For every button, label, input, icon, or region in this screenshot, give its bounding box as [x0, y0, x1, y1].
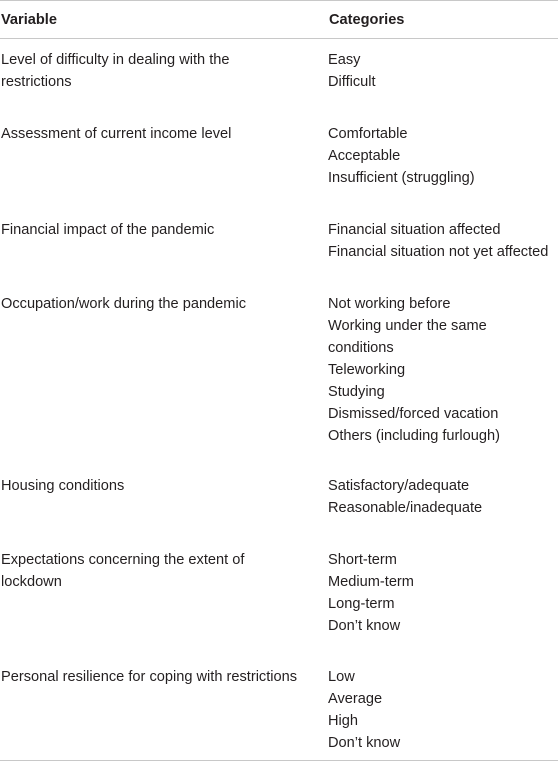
category-item: Acceptable [328, 148, 401, 164]
category-item: Financial situation not yet affected [328, 244, 549, 260]
row-categories [328, 219, 558, 263]
category-item: Dismissed/forced vacation [328, 406, 499, 422]
row-variable: Occupation/work during the pandemic [1, 296, 246, 312]
header-categories: Categories [329, 12, 405, 28]
category-item: Difficult [328, 74, 376, 90]
category-item: Studying [328, 384, 385, 400]
row-categories [328, 293, 558, 447]
category-item: High [328, 713, 359, 729]
row-categories [328, 666, 558, 754]
category-item: Medium-term [328, 574, 414, 590]
table-header [0, 9, 558, 31]
category-item: Don’t know [328, 735, 401, 751]
row-categories [328, 475, 558, 519]
category-item: Low [328, 669, 355, 685]
category-item: Comfortable [328, 126, 408, 142]
category-item: Teleworking [328, 362, 406, 378]
category-item: Easy [328, 52, 361, 68]
row-variable: Expectations concerning the extent of lockdown [1, 552, 245, 590]
category-item: Reasonable/inadequate [328, 500, 483, 516]
table-bottom-rule [0, 760, 558, 761]
row-variable: Level of difficulty in dealing with the restrictions [1, 52, 230, 90]
table-top-rule [0, 0, 558, 1]
category-item: Others (including furlough) [328, 428, 500, 444]
row-categories [328, 123, 558, 189]
category-item: Insufficient (struggling) [328, 170, 475, 186]
category-item: Short-term [328, 552, 397, 568]
category-item: Financial situation affected [328, 222, 501, 238]
row-variable: Financial impact of the pandemic [1, 222, 215, 238]
category-item: Not working before [328, 296, 451, 312]
row-variable: Assessment of current income level [1, 126, 232, 142]
category-item: Don’t know [328, 618, 401, 634]
table-header-rule [0, 38, 558, 39]
category-item: Long-term [328, 596, 395, 612]
header-variable: Variable [1, 12, 57, 28]
category-item: Average [328, 691, 383, 707]
row-variable: Housing conditions [1, 478, 125, 494]
row-categories [328, 549, 558, 637]
category-item: Satisfactory/adequate [328, 478, 470, 494]
row-categories [328, 49, 558, 93]
row-variable: Personal resilience for coping with restrictions [1, 669, 298, 685]
category-item: Working under the same conditions [328, 318, 487, 356]
